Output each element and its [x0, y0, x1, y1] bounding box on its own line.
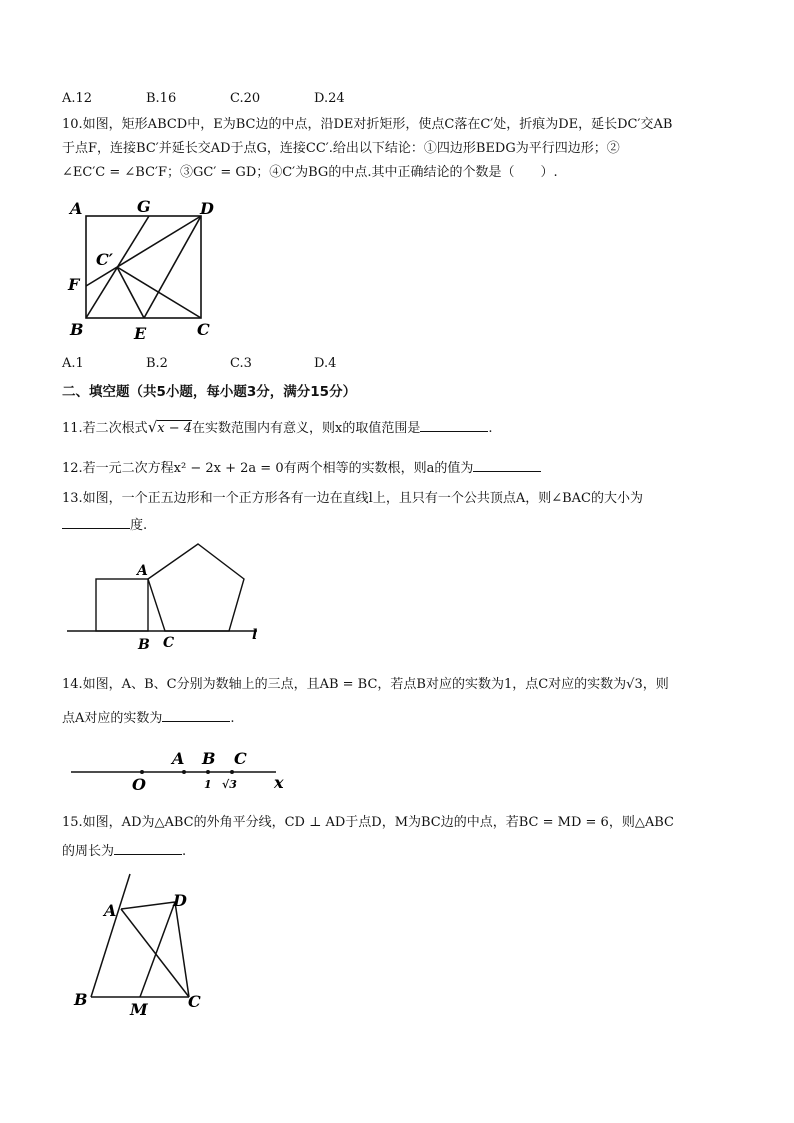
q9-option-c: C.20 — [230, 91, 261, 106]
q15-line-1: 15.如图，AD为△ABC的外角平分线，CD ⊥ AD于点D，M为BC边的中点，若BC = MD = 6，则△ABC — [62, 815, 674, 830]
q10-line-2: 于点F，连接BC′并延长交AD于点G，连接CC′.给出以下结论：①四边形BEDG为平行四边形；② — [62, 141, 620, 156]
q10-option-b: B.2 — [146, 356, 168, 371]
q15-figure — [62, 868, 222, 1023]
point-c — [230, 770, 234, 774]
q15-end: . — [182, 844, 187, 859]
q12 — [62, 457, 541, 476]
label-c: C — [188, 992, 201, 1011]
q10-option-d: D.4 — [314, 356, 337, 371]
point-b — [206, 770, 210, 774]
label-c: C — [197, 320, 210, 339]
q14-line-2 — [62, 707, 235, 726]
segment-de — [144, 216, 201, 318]
label-d: D — [173, 891, 187, 910]
q12-answer-blank[interactable] — [473, 459, 541, 472]
q9-options — [62, 91, 345, 106]
label-l: l — [252, 627, 258, 643]
square — [96, 579, 148, 631]
q15-line-2 — [62, 840, 186, 859]
q9-option-a: A.12 — [62, 91, 93, 106]
q14-answer-blank[interactable] — [162, 709, 230, 722]
q14-line-2-text: 点A对应的实数为 — [62, 711, 163, 726]
label-c: C — [234, 749, 247, 768]
q10-line-3: ∠EC′C = ∠BC′F；③GC′ = GD；④C′为BG的中点.其中正确结论的个数是（ ）. — [62, 165, 558, 180]
q9-option-b: B.16 — [146, 91, 177, 106]
q15-line-2-text: 的周长为 — [62, 844, 115, 859]
label-f: F — [68, 275, 80, 294]
q11 — [62, 417, 493, 436]
label-c-prime: C′ — [96, 250, 113, 269]
label-m: M — [130, 1000, 148, 1019]
side-ac — [121, 909, 189, 997]
q14-line-1: 14.如图，A、B、C分别为数轴上的三点，且AB = BC，若点B对应的实数为1，点C对应的实数为√3，则 — [62, 677, 669, 692]
label-b: B — [202, 749, 216, 768]
point-o — [140, 770, 144, 774]
q13-unit: 度. — [130, 518, 148, 533]
q11-suffix: 在实数范围内有意义，则x的取值范围是 — [192, 421, 421, 436]
q10-option-c: C.3 — [230, 356, 252, 371]
label-a: A — [137, 563, 148, 579]
label-one: 1 — [204, 778, 212, 791]
label-b: B — [74, 990, 88, 1009]
q11-prefix: 11.若二次根式 — [62, 421, 148, 436]
q14-end: . — [230, 711, 235, 726]
label-sqrt3: √3 — [222, 778, 237, 791]
q14-number-line — [66, 742, 306, 800]
point-a — [182, 770, 186, 774]
q10-option-a: A.1 — [62, 356, 84, 371]
label-a: A — [172, 749, 185, 768]
label-a: A — [70, 199, 83, 218]
section-2-heading: 二、填空题（共5小题，每小题3分，满分15分） — [62, 384, 357, 400]
label-d: D — [200, 199, 214, 218]
label-b: B — [138, 637, 150, 653]
q15-answer-blank[interactable] — [114, 842, 182, 855]
q11-answer-blank[interactable] — [420, 419, 488, 432]
label-b: B — [70, 320, 84, 339]
q13-line-1: 13.如图，一个正五边形和一个正方形各有一边在直线l上，且只有一个公共顶点A，则∠BAC的大小为 — [62, 491, 644, 506]
label-g: G — [137, 197, 151, 216]
q13-figure — [62, 535, 272, 655]
segment-dm — [140, 902, 175, 997]
extended-side-ab — [91, 874, 130, 997]
segment-ad — [121, 902, 175, 909]
sqrt-sign: √ — [147, 418, 158, 436]
label-e: E — [134, 324, 147, 343]
label-o: O — [132, 775, 146, 794]
pentagon — [148, 544, 244, 631]
q13-line-2 — [62, 514, 147, 533]
q9-option-d: D.24 — [314, 91, 345, 106]
q10-figure — [62, 195, 222, 345]
q10-line-1: 10.如图，矩形ABCD中，E为BC边的中点，沿DE对折矩形，使点C落在C′处，折痕为DE，延长DC′交AB — [62, 117, 673, 132]
q11-end: . — [488, 421, 493, 436]
q12-text: 12.若一元二次方程x² − 2x + 2a = 0有两个相等的实数根，则a的值为 — [62, 461, 474, 476]
label-a: A — [104, 901, 117, 920]
q11-radicand: x − 4 — [157, 421, 193, 436]
label-c: C — [163, 635, 175, 651]
q10-options — [62, 356, 336, 371]
label-x: x — [274, 773, 284, 792]
q13-answer-blank[interactable] — [62, 516, 130, 529]
